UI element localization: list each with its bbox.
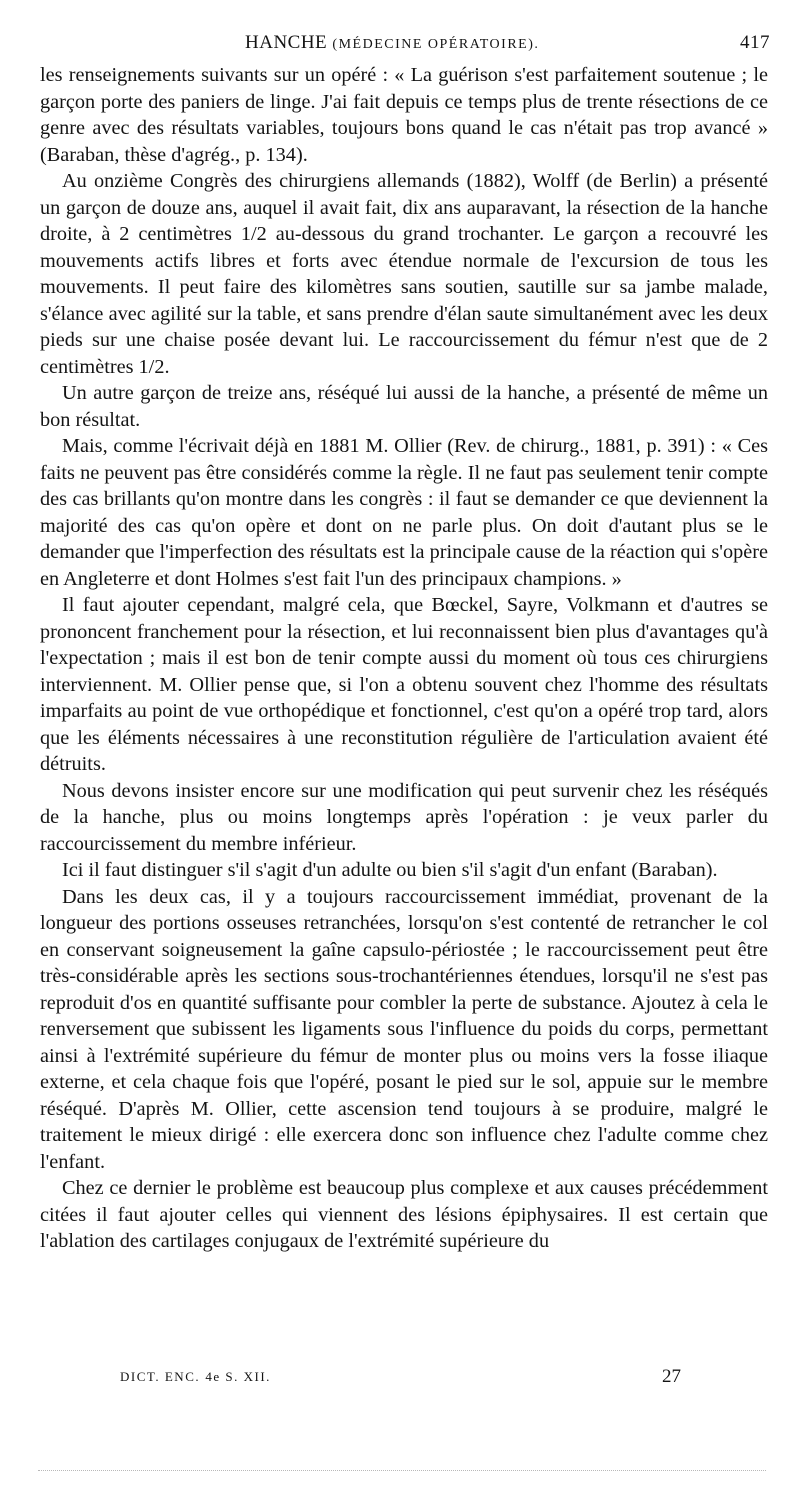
- running-title: [245, 32, 539, 54]
- page-number: 417: [740, 32, 770, 53]
- paragraph: Dans les deux cas, il y a toujours raccourcissement immédiat, provenant de la longueur des portions osseuses retranchées, lorsqu'on s'est contenté de retrancher le col en conservant soigneusement la gaîne capsulo-périostée ; le raccourcissement peut être très-considérable après les sections sous-trochantériennes étendues, lorsqu'il ne s'est pas reproduit d'os en quantité suffisante pour combler la perte de substance. Ajoutez à cela le renversement que subissent les ligaments sous l'influence du poids du corps, permettant ainsi à l'extrémité supérieure du fémur de monter plus ou moins vers la fosse iliaque externe, et cela chaque fois que l'opéré, posant le pied sur le sol, appuie sur le membre réséqué. D'après M. Ollier, cette ascension tend toujours à se produire, malgré le traitement le mieux dirigé : elle exercera donc son influence chez l'adulte comme chez l'enfant.: [40, 885, 768, 1173]
- running-title-main: HANCHE: [245, 32, 328, 53]
- paragraph: Il faut ajouter cependant, malgré cela, que Bœckel, Sayre, Volkmann et d'autres se prononcent franchement pour la résection, et lui reconnaissent bien plus d'avantages qu'à l'expectation ; mais il est bon de tenir compte aussi du moment où tous ces chirurgiens interviennent. M. Ollier pense que, si l'on a obtenu souvent chez l'homme des résultats imparfaits au point de vue orthopédique et fonctionnel, c'est qu'on a opéré trop tard, alors que les éléments nécessaires à une reconstitution régulière de l'articulation avaient été détruits.: [40, 594, 768, 775]
- paragraph: Ici il faut distinguer s'il s'agit d'un adulte ou bien s'il s'agit d'un enfant (Baraban).: [62, 859, 718, 881]
- page-footer: [40, 1366, 768, 1394]
- paragraph: Au onzième Congrès des chirurgiens allemands (1882), Wolff (de Berlin) a présenté un garçon de douze ans, auquel il avait fait, dix ans auparavant, la résection de la hanche droite, à 2 centimètres 1/2 au-dessous du grand trochanter. Le garçon a recouvré les mouvements actifs libres et forts avec étendue normale de l'excursion de tous les mouvements. Il peut faire des kilomètres sans soutien, sautille sur sa jambe malade, s'élance avec agilité sur la table, et sans prendre d'élan saute simultanément avec les deux pieds sur une chaise posée devant lui. Le raccourcissement du fémur n'est que de 2 centimètres 1/2.: [40, 170, 768, 378]
- body-text: [40, 62, 768, 1255]
- paragraph: Mais, comme l'écrivait déjà en 1881 M. Ollier (Rev. de chirurg., 1881, p. 391) : « Ces faits ne peuvent pas être considérés comme la règle. Il ne faut pas seulement tenir compte des cas brillants qu'on montre dans les congrès : il faut se demander ce que deviennent la majorité des cas qu'on opère et dont on ne parle plus. On doit d'autant plus se le demander que l'imperfection des résultats est la principale cause de la réaction qui s'opère en Angleterre et dont Holmes s'est fait l'un des principaux champions. »: [40, 435, 768, 590]
- folio-number: 27: [662, 1366, 681, 1387]
- printer-signature: [120, 1366, 271, 1386]
- paragraph: les renseignements suivants sur un opéré : « La guérison s'est parfaitement soutenue ; le garçon porte des paniers de linge. J'ai fait depuis ce temps plus de trente résections de ce genre avec des résultats variables, toujours bons quand le cas n'était pas trop avancé » (Baraban, thèse d'agrég., p. 134).: [40, 64, 768, 166]
- paragraph: Chez ce dernier le problème est beaucoup plus complexe et aux causes précédemment citées il faut ajouter celles qui viennent des lésions épiphysaires. Il est certain que l'ablation des cartilages conjugaux de l'extrémité supérieure du: [40, 1177, 768, 1252]
- running-header: [40, 32, 770, 60]
- paragraph: Un autre garçon de treize ans, réséqué lui aussi de la hanche, a présenté de même un bon résultat.: [40, 382, 768, 431]
- paragraph: Nous devons insister encore sur une modification qui peut survenir chez les réséqués de la hanche, plus ou moins longtemps après l'opération : je veux parler du raccourcissement du membre inférieur.: [40, 779, 768, 855]
- running-title-sub: (MÉDECINE OPÉRATOIRE).: [332, 37, 540, 52]
- scan-edge-line: [38, 1470, 766, 1471]
- signature-main: DICT. ENC.: [120, 1369, 201, 1384]
- signature-series: 4e S. XII.: [205, 1369, 271, 1384]
